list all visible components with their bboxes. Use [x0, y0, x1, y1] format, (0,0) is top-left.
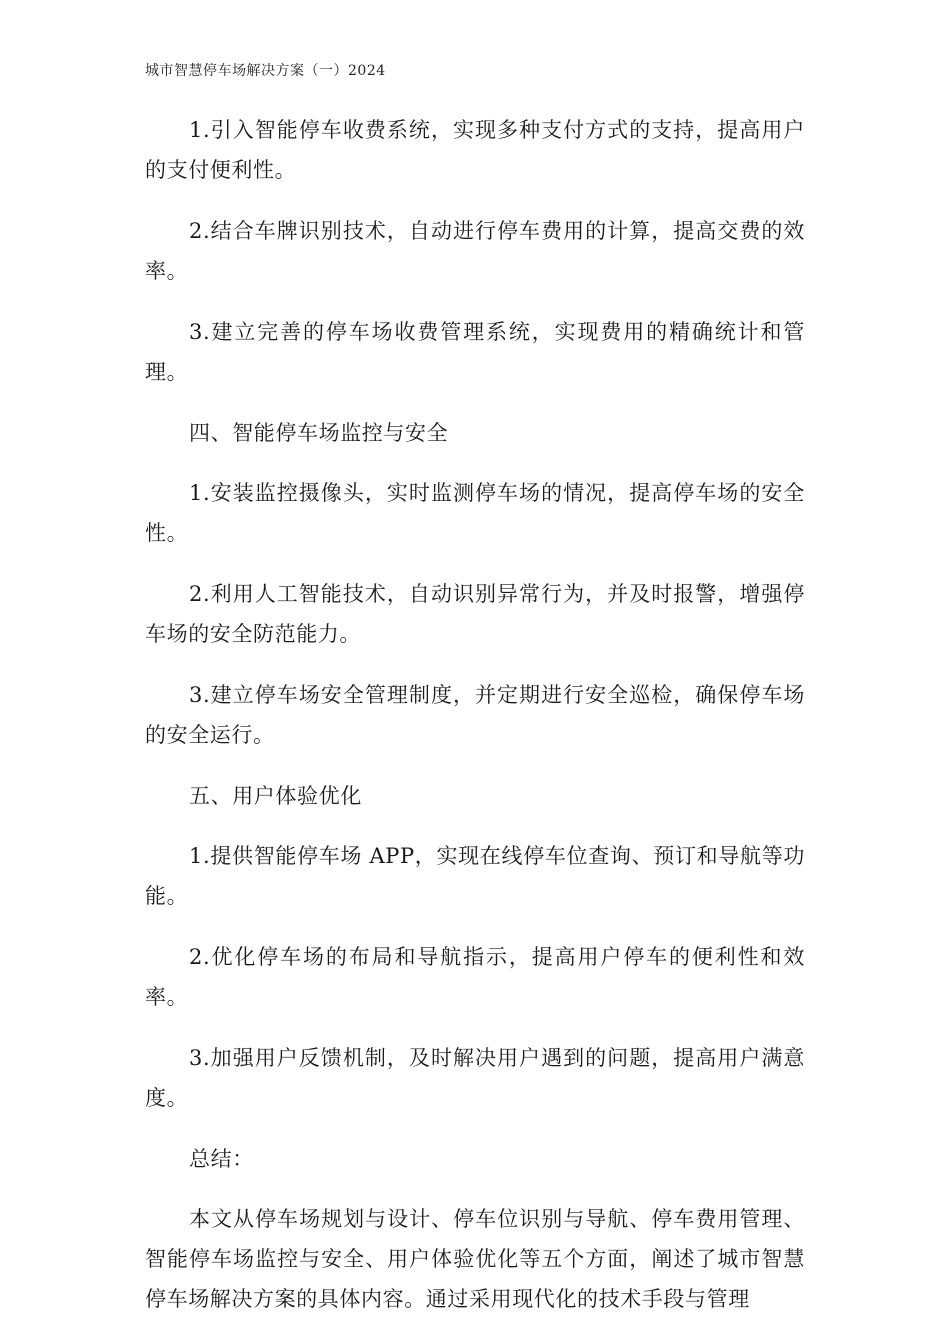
- section-heading-user-experience: 五、用户体验优化: [189, 784, 362, 808]
- paragraph-payment-system: 1.引入智能停车收费系统，实现多种支付方式的支持，提高用户的支付便利性。: [145, 118, 805, 182]
- summary-heading: 总结：: [189, 1147, 254, 1171]
- paragraph-safety-rules: 3.建立停车场安全管理制度，并定期进行安全巡检，确保停车场的安全运行。: [145, 683, 805, 747]
- paragraph-ai-alarm: 2.利用人工智能技术，自动识别异常行为，并及时报警，增强停车场的安全防范能力。: [145, 582, 805, 646]
- document-body: [145, 110, 805, 1340]
- section-heading-monitoring-security: 四、智能停车场监控与安全: [189, 421, 449, 445]
- paragraph-fee-management: 3.建立完善的停车场收费管理系统，实现费用的精确统计和管理。: [145, 320, 805, 384]
- paragraph-cameras: 1.安装监控摄像头，实时监测停车场的情况，提高停车场的安全性。: [145, 481, 805, 545]
- paragraph-layout-navigation: 2.优化停车场的布局和导航指示，提高用户停车的便利性和效率。: [145, 945, 805, 1009]
- paragraph-plate-recognition: 2.结合车牌识别技术，自动进行停车费用的计算，提高交费的效率。: [145, 219, 805, 283]
- paragraph-feedback: 3.加强用户反馈机制，及时解决用户遇到的问题，提高用户满意度。: [145, 1046, 805, 1110]
- paragraph-app: 1.提供智能停车场 APP，实现在线停车位查询、预订和导航等功能。: [145, 844, 805, 908]
- running-header: 城市智慧停车场解决方案（一）2024: [145, 63, 386, 79]
- summary-paragraph: 本文从停车场规划与设计、停车位识别与导航、停车费用管理、智能停车场监控与安全、用户体验优化等五个方面，阐述了城市智慧停车场解决方案的具体内容。通过采用现代化的技术手段与管理: [145, 1207, 805, 1311]
